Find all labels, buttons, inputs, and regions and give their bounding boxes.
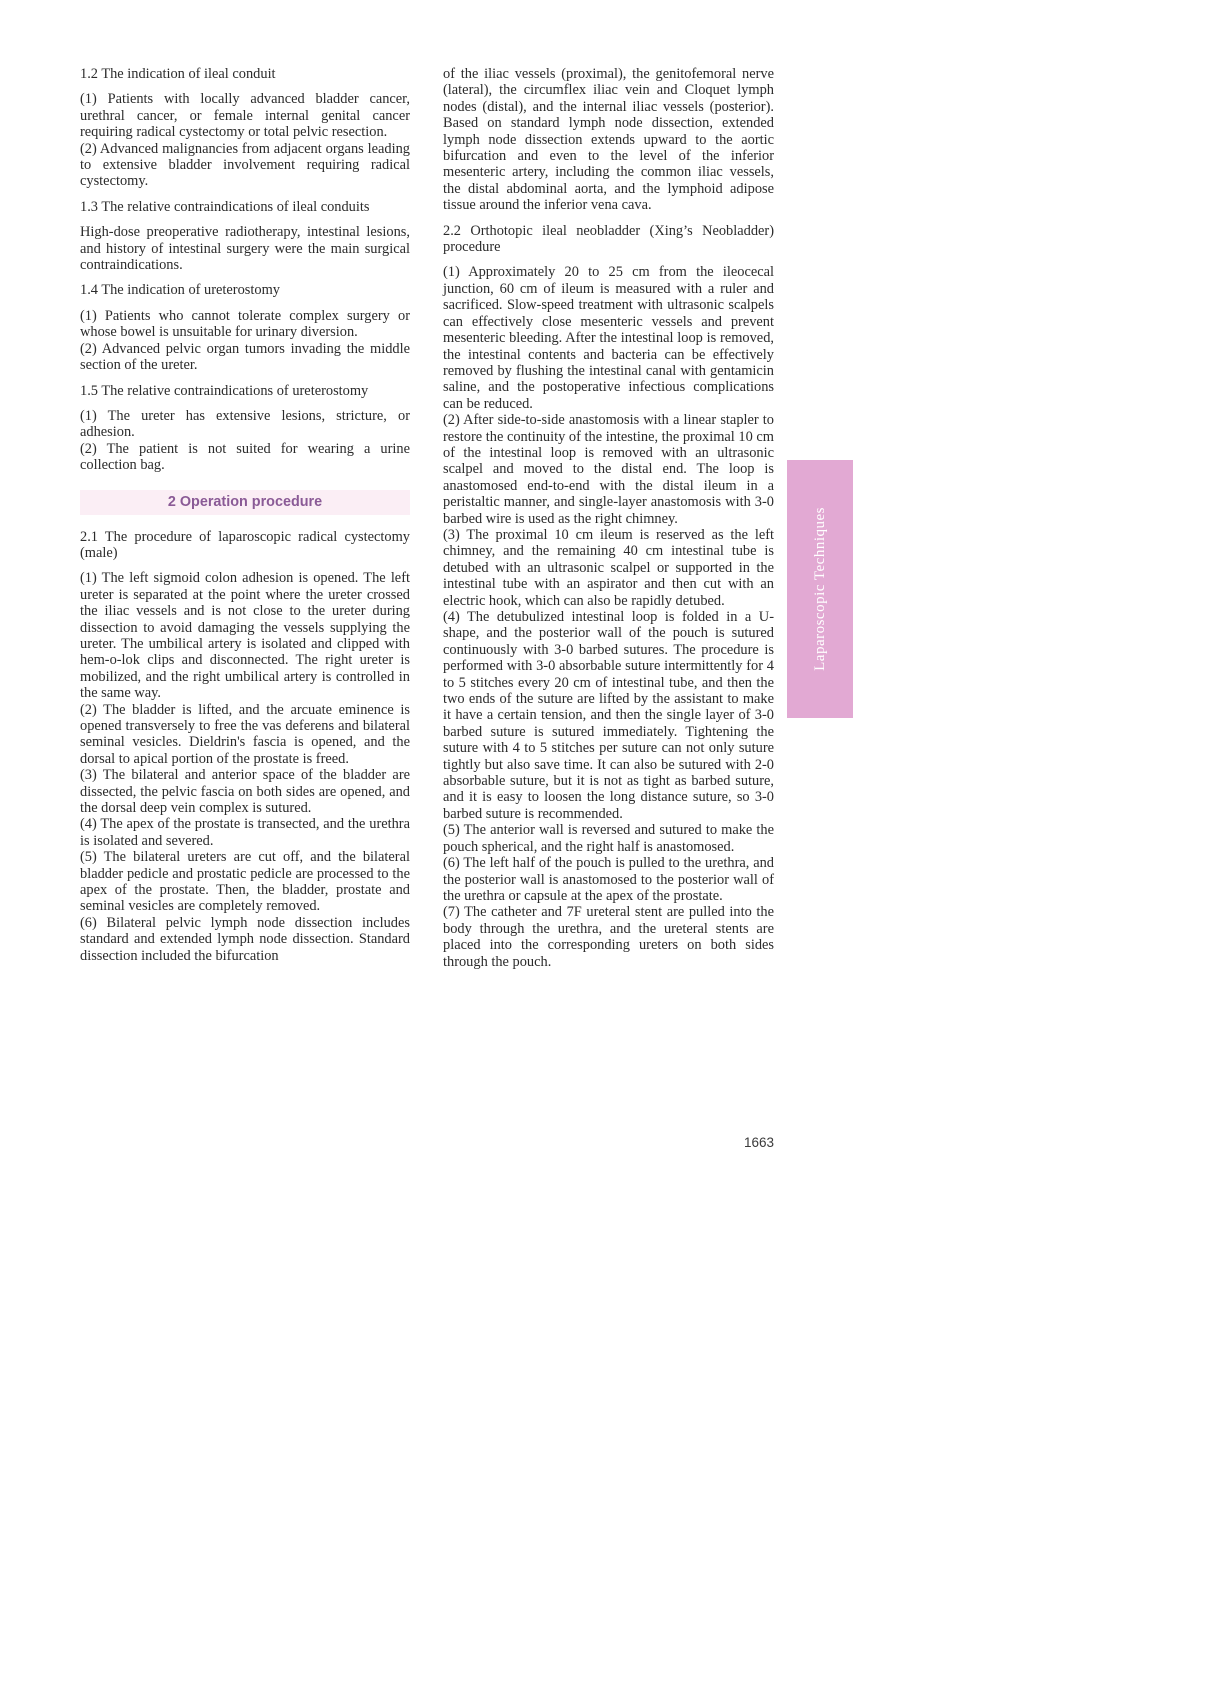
list-item: (6) Bilateral pelvic lymph node dissection includes standard and extended lymph node dissection. Standard dissection included the bifurcation [80, 914, 410, 964]
indication-ileal-conduit [80, 91, 410, 189]
subsection-heading-1-3: 1.3 The relative contraindications of ileal conduits [80, 198, 370, 215]
subsection-heading-2-2: 2.2 Orthotopic ileal neobladder (Xing’s Neobladder) procedure [443, 222, 774, 256]
page-number: 1663 [743, 1135, 774, 1150]
list-item: (2) Advanced malignancies from adjacent organs leading to extensive bladder involvement requiring radical cystectomy. [80, 140, 410, 190]
list-item: (2) Advanced pelvic organ tumors invading the middle section of the ureter. [80, 340, 410, 374]
list-item: (6) The left half of the pouch is pulled to the urethra, and the posterior wall is anastomosed to the posterior wall of the urethra or capsule at the apex of the prostate. [443, 855, 774, 904]
subsection-heading-1-2: 1.2 The indication of ileal conduit [80, 66, 276, 82]
list-item: (5) The bilateral ureters are cut off, and the bilateral bladder pedicle and prostatic pedicle are processed to the apex of the prostate. Then, the bladder, prostate and seminal vesicles are completely removed. [80, 849, 410, 915]
list-item: (7) The catheter and 7F ureteral stent are pulled into the body through the urethra, and the ureteral stents are placed into the corresponding ureters on both sides through the pouch. [443, 904, 774, 970]
left-column [80, 66, 410, 973]
list-item: (4) The detubulized intestinal loop is folded in a U-shape, and the posterior wall of the pouch is sutured continuously with 3-0 barbed sutures. The procedure is performed with 3-0 absorbable suture intermittently for 4 to 5 stitches every 20 cm of intestinal tube, and then the two ends of the suture are lifted by the assistant to make it have a certain tension, and then the single layer of 3-0 barbed suture is sutured immediately. Tightening the suture with 4 to 5 stitches per suture can not only suture tightly but also save time. It can also be sutured with 2-0 absorbable suture, but it is not as tight as barbed suture, and it is easy to loosen the long distance suture, so 3-0 barbed suture is recommended. [443, 609, 774, 822]
lymph-node-dissection-continued [443, 66, 774, 214]
paragraph: of the iliac vessels (proximal), the genitofemoral nerve (lateral), the circumflex iliac vein and Cloquet lymph nodes (distal), and the internal iliac vessels (posterior). Based on standard lymph node dissection, extended lymph node dissection extends upward to the aortic bifurcation and even to the level of the inferior mesenteric artery, including the common iliac vessels, the distal abdominal aorta, and the lymphoid adipose tissue around the inferior vena cava. [443, 66, 774, 214]
contraindications-ileal-conduit [80, 224, 410, 273]
contraindications-ureterostomy [80, 408, 410, 474]
list-item: (1) Approximately 20 to 25 cm from the ileocecal junction, 60 cm of ileum is measured with a ruler and sacrificed. Slow-speed treatment with ultrasonic scalpels can effectively close mesenteric vessels and prevent mesenteric bleeding. After the intestinal loop is removed, the intestinal contents and bacteria can be effectively removed by flushing the intestinal canal with gentamicin saline, and the postoperative infectious complications can be reduced. [443, 264, 774, 412]
list-item: (1) Patients who cannot tolerate complex surgery or whose bowel is unsuitable for urinary diversion. [80, 307, 410, 341]
subsection-heading-1-4: 1.4 The indication of ureterostomy [80, 282, 280, 299]
side-tab-label: Laparoscopic Techniques [811, 507, 828, 671]
right-column [443, 66, 774, 979]
list-item: (3) The proximal 10 cm ileum is reserved as the left chimney, and the remaining 40 cm intestinal tube is detubed with an ultrasonic scalpel or supported in the intestinal tube with an aspirator and then cut with an electric hook, which can also be rapidly detubed. [443, 526, 774, 609]
procedure-neobladder [443, 264, 774, 969]
list-item: (2) After side-to-side anastomosis with a linear stapler to restore the continuity of the intestine, the proximal 10 cm of the intestinal loop is removed with an ultrasonic scalpel and moved to the distal end. The loop is anastomosed end-to-end with the distal ileum in a peristaltic manner, and single-layer anastomosis with 3-0 barbed wire is used as the right chimney. [443, 412, 774, 527]
procedure-radical-cystectomy [80, 570, 410, 964]
list-item: (1) The left sigmoid colon adhesion is opened. The left ureter is separated at the point where the ureter crossed the iliac vessels and is not close to the ureter during dissection to avoid damaging the vessels supplying the ureter. The umbilical artery is isolated and clipped with hem-o-lok clips and disconnected. The right ureter is mobilized, and the right umbilical artery is controlled in the same way. [80, 570, 410, 702]
list-item: (5) The anterior wall is reversed and sutured to make the pouch spherical, and the right half is anastomosed. [443, 822, 774, 855]
paragraph: High-dose preoperative radiotherapy, intestinal lesions, and history of intestinal surgery were the main surgical contraindications. [80, 224, 410, 274]
section-side-tab [787, 460, 853, 718]
subsection-heading-1-5: 1.5 The relative contraindications of ureterostomy [80, 382, 369, 399]
list-item: (2) The bladder is lifted, and the arcuate eminence is opened transversely to free the vas deferens and bilateral seminal vesicles. Dieldrin's fascia is opened, and the dorsal to apical portion of the prostate is freed. [80, 701, 410, 767]
subsection-heading-2-1: 2.1 The procedure of laparoscopic radical cystectomy (male) [80, 528, 410, 561]
list-item: (4) The apex of the prostate is transected, and the urethra is isolated and severed. [80, 816, 410, 849]
list-item: (2) The patient is not suited for wearing a urine collection bag. [80, 440, 410, 474]
indication-ureterostomy [80, 308, 410, 374]
list-item: (1) The ureter has extensive lesions, stricture, or adhesion. [80, 407, 410, 441]
list-item: (1) Patients with locally advanced bladder cancer, urethral cancer, or female internal genital cancer requiring radical cystectomy or total pelvic resection. [80, 91, 410, 141]
list-item: (3) The bilateral and anterior space of the bladder are dissected, the pelvic fascia on both sides are opened, and the dorsal deep vein complex is sutured. [80, 767, 410, 817]
section-heading-operation-procedure: 2 Operation procedure [80, 490, 410, 515]
